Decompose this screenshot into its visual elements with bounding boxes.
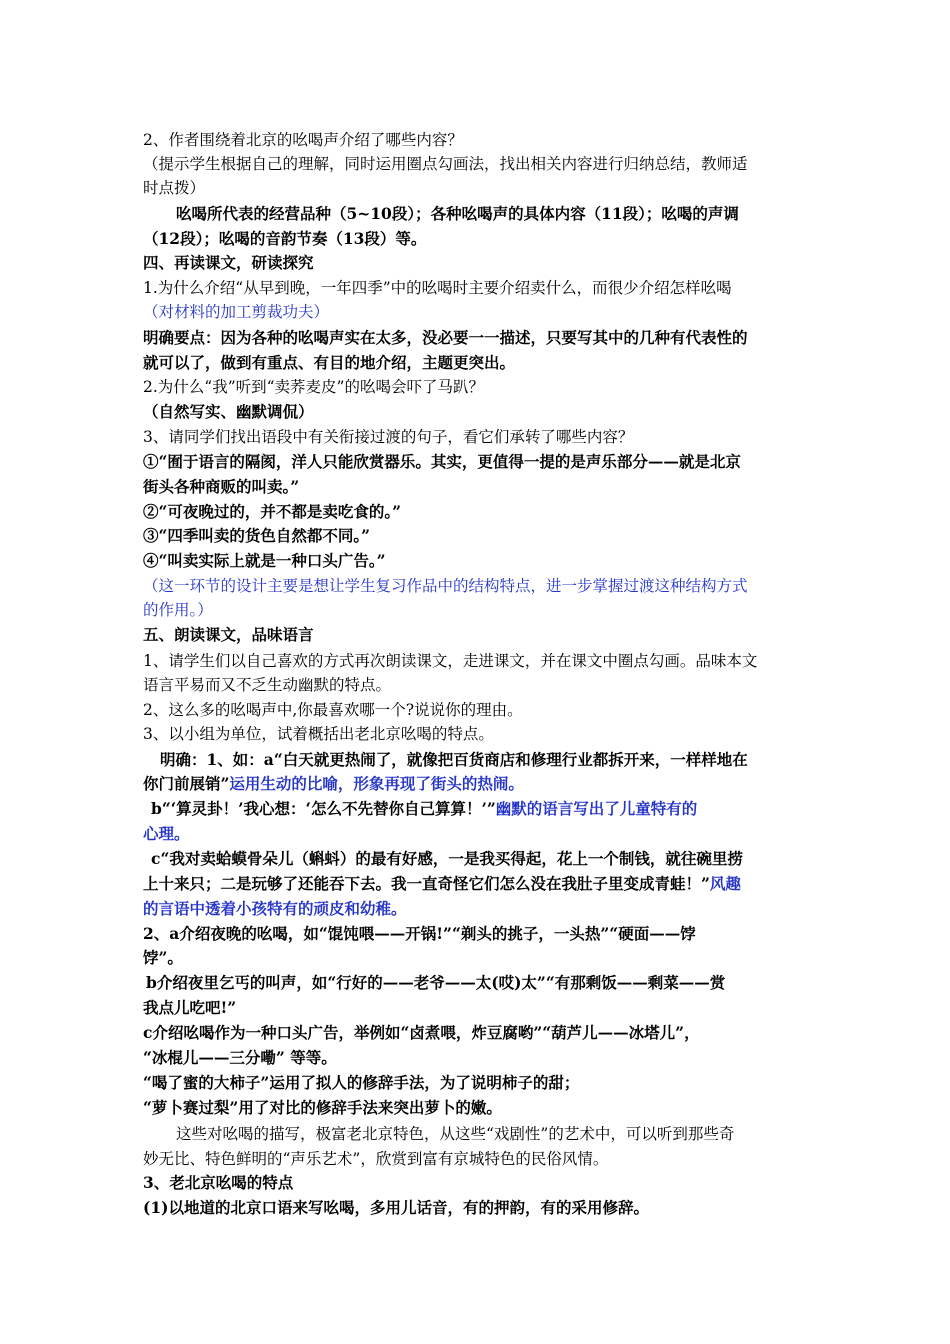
- text-line: （提示学生根据自己的理解，同时运用圈点勾画法，找出相关内容进行归纳总结，教师适: [143, 155, 748, 173]
- text-line: 上十来只；二是玩够了还能吞下去。我一直奇怪它们怎么没在我肚子里变成青蛙！”风趣: [143, 874, 741, 893]
- text-line: 这些对吆喝的描写，极富老北京特色，从这些“戏剧性”的艺术中，可以听到那些奇: [176, 1125, 735, 1143]
- text-line: 明确要点：因为各种的吆喝声实在太多，没必要一一描述，只要写其中的几种有代表性的: [143, 328, 748, 347]
- text-line: ①“囿于语言的隔阂，洋人只能欣赏器乐。其实，更值得一提的是声乐部分——就是北京: [143, 452, 741, 471]
- text-line: 时点拨）: [143, 179, 206, 197]
- text-line: “萝卜赛过梨”用了对比的修辞手法来突出萝卜的嫩。: [143, 1098, 502, 1117]
- text-line: 我点儿吃吧!”: [143, 998, 237, 1017]
- text-line: b“‘算灵卦！’我心想：‘怎么不先替你自己算算！’”幽默的语言写出了儿童特有的: [151, 799, 698, 818]
- section-heading: 四、再读课文，研读探究: [143, 253, 314, 272]
- text-line: ④“叫卖实际上就是一种口头广告。”: [143, 551, 386, 570]
- text-line: (1)以地道的北京口语来写吆喝，多用儿话音，有的押韵，有的采用修辞。: [143, 1198, 649, 1217]
- text-line: 1、请学生们以自己喜欢的方式再次朗读课文，走进课文，并在课文中圈点勾画。品味本文: [143, 652, 758, 670]
- section-heading: 五、朗读课文，品味语言: [143, 625, 314, 644]
- text-line: 3、请同学们找出语段中有关衔接过渡的句子，看它们承转了哪些内容？: [143, 428, 634, 446]
- text-line: c介绍吆喝作为一种口头广告，举例如“卤煮喂，炸豆腐哟”“葫芦儿——冰塔儿”，: [143, 1023, 700, 1042]
- text-line: 2、作者围绕着北京的吆喝声介绍了哪些内容？: [143, 131, 463, 149]
- text-line: 就可以了，做到有重点、有目的地介绍，主题更突出。: [143, 353, 516, 372]
- text-line: （12段）；吆喝的音韵节奏（13段）等。: [143, 229, 427, 248]
- text-line: 的作用。）: [143, 601, 213, 619]
- text-line: “喝了蜜的大柿子”运用了拟人的修辞手法，为了说明柿子的甜；: [143, 1073, 580, 1092]
- text-line: 的言语中透着小孩特有的顽皮和幼稚。: [143, 899, 407, 918]
- text-line: （对材料的加工剪裁功夫）: [143, 303, 330, 321]
- text-line: 你门前展销”运用生动的比喻，形象再现了街头的热闹。: [143, 774, 524, 793]
- text-line: 饽”。: [143, 948, 183, 967]
- section-heading: 3、老北京吆喝的特点: [143, 1173, 294, 1192]
- text-line: ③“四季叫卖的货色自然都不同。”: [143, 526, 371, 545]
- text-line: 街头各种商贩的叫卖。”: [143, 477, 300, 496]
- text-line: “冰棍儿——三分嘞” 等等。: [143, 1048, 337, 1067]
- text-line: ②“可夜晚过的，并不都是卖吃食的。”: [143, 502, 402, 521]
- text-line: （自然写实、幽默调侃）: [143, 402, 314, 421]
- text-line: 心理。: [143, 824, 190, 843]
- text-line: （这一环节的设计主要是想让学生复习作品中的结构特点，进一步掌握过渡这种结构方式: [143, 577, 748, 595]
- text-line: c“我对卖蛤蟆骨朵儿（蝌蚪）的最有好感，一是我买得起，花上一个制钱，就往碗里捞: [151, 849, 743, 868]
- text-line: 妙无比、特色鲜明的“声乐艺术”，欣赏到富有京城特色的民俗风情。: [143, 1150, 609, 1168]
- text-line: 1.为什么介绍“从早到晚，一年四季”中的吆喝时主要介绍卖什么，而很少介绍怎样吆喝: [143, 279, 732, 297]
- text-line: 3、以小组为单位，试着概括出老北京吆喝的特点。: [143, 725, 494, 743]
- text-line: 2.为什么“我”听到“卖荞麦皮”的吆喝会吓了马趴？: [143, 378, 484, 396]
- text-line: 2、这么多的吆喝声中,你最喜欢哪一个?说说你的理由。: [143, 701, 523, 719]
- text-line: 明确：1、如：a“白天就更热闹了，就像把百货商店和修理行业都拆开来，一样样地在: [160, 750, 748, 769]
- text-line: 2、a介绍夜晚的吆喝，如“馄饨喂——开锅!”“剃头的挑子，一头热”“硬面——饽: [143, 924, 696, 943]
- text-line: 吆喝所代表的经营品种（5~10段）；各种吆喝声的具体内容（11段）；吆喝的声调: [176, 204, 739, 223]
- text-line: 语言平易而又不乏生动幽默的特点。: [143, 676, 392, 694]
- text-line: b介绍夜里乞丐的叫声，如“行好的——老爷——太(哎)太”“有那剩饭——剩菜——赏: [146, 973, 726, 992]
